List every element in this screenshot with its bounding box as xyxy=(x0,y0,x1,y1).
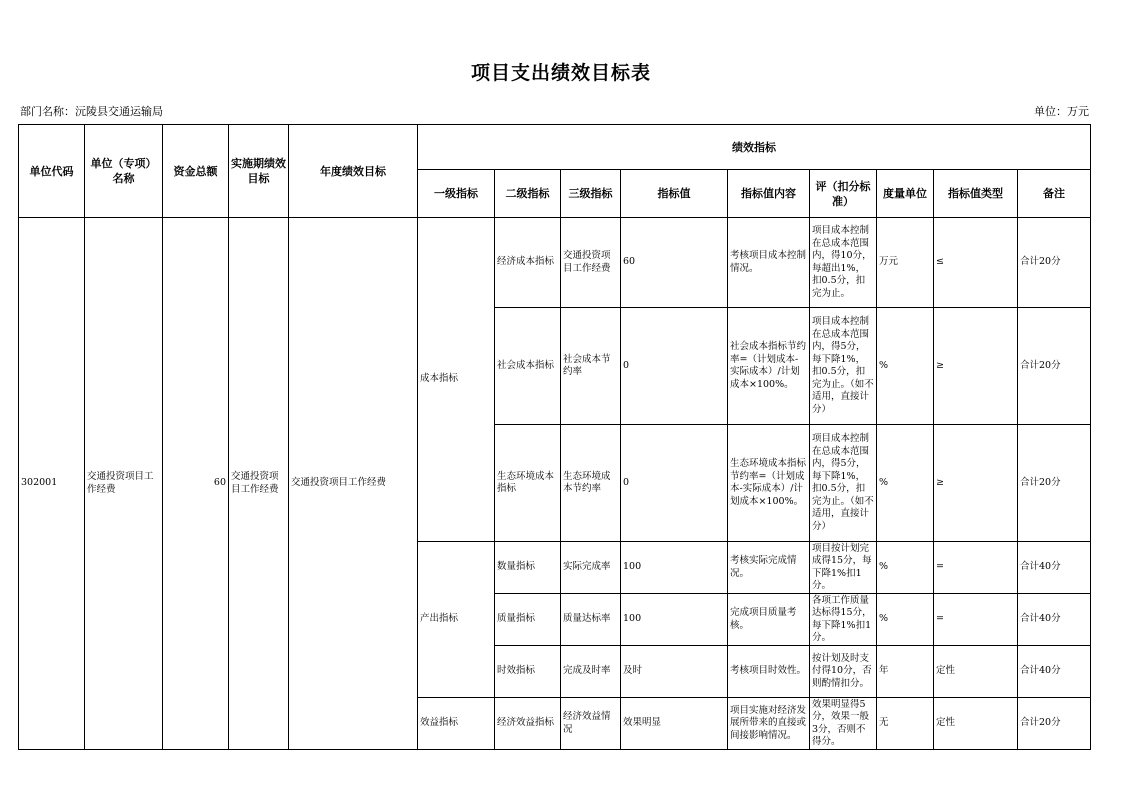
scoring-cell: 效果明显得5分，效果一般3分，否则不得分。 xyxy=(810,698,877,750)
header-type: 指标值类型 xyxy=(934,170,1018,218)
level2-cell: 生态环境成本指标 xyxy=(495,425,561,542)
value-cell: 0 xyxy=(621,425,728,542)
header-scoring: 评（扣分标准） xyxy=(810,170,877,218)
level2-cell: 数量指标 xyxy=(495,542,561,594)
measure-cell: % xyxy=(877,308,934,425)
measure-cell: % xyxy=(877,594,934,646)
level2-cell: 社会成本指标 xyxy=(495,308,561,425)
value-cell: 100 xyxy=(621,542,728,594)
level2-cell: 质量指标 xyxy=(495,594,561,646)
content-cell: 生态环境成本指标节约率=（计划成本-实际成本）/计划成本×100%。 xyxy=(728,425,810,542)
scoring-cell: 项目成本控制在总成本范围内，得10分，每超出1%，扣0.5分，扣完为止。 xyxy=(810,218,877,308)
header-level2: 二级指标 xyxy=(495,170,561,218)
content-cell: 社会成本指标节约率=（计划成本-实际成本）/计划成本×100%。 xyxy=(728,308,810,425)
type-cell: 定性 xyxy=(934,698,1018,750)
level2-cell: 经济效益指标 xyxy=(495,698,561,750)
table-row xyxy=(19,218,1091,308)
total-funds-cell: 60 xyxy=(163,218,229,750)
level3-cell: 完成及时率 xyxy=(561,646,621,698)
content-cell: 考核项目成本控制情况。 xyxy=(728,218,810,308)
remark-cell: 合计40分 xyxy=(1018,646,1091,698)
type-cell: 定性 xyxy=(934,646,1018,698)
remark-cell: 合计20分 xyxy=(1018,218,1091,308)
level3-cell: 社会成本节约率 xyxy=(561,308,621,425)
content-cell: 完成项目质量考核。 xyxy=(728,594,810,646)
value-cell: 及时 xyxy=(621,646,728,698)
type-cell: = xyxy=(934,542,1018,594)
header-level1: 一级指标 xyxy=(418,170,495,218)
measure-cell: % xyxy=(877,425,934,542)
type-cell: ≤ xyxy=(934,218,1018,308)
department-label: 部门名称：沅陵县交通运输局 xyxy=(20,105,163,118)
header-level3: 三级指标 xyxy=(561,170,621,218)
remark-cell: 合计20分 xyxy=(1018,425,1091,542)
value-cell: 效果明显 xyxy=(621,698,728,750)
unit-code-cell: 302001 xyxy=(19,218,85,750)
group-benefit-cell: 效益指标 xyxy=(418,698,495,750)
remark-cell: 合计20分 xyxy=(1018,698,1091,750)
group-output-cell: 产出指标 xyxy=(418,542,495,698)
measure-cell: 万元 xyxy=(877,218,934,308)
header-period-goal: 实施期绩效目标 xyxy=(229,125,289,218)
header-total-funds: 资金总额 xyxy=(163,125,229,218)
content-cell: 考核项目时效性。 xyxy=(728,646,810,698)
measure-cell: % xyxy=(877,542,934,594)
page-title: 项目支出绩效目标表 xyxy=(470,62,651,84)
header-annual-goal: 年度绩效目标 xyxy=(289,125,418,218)
scoring-cell: 项目成本控制在总成本范围内，得5分，每下降1%，扣0.5分，扣完为止。（如不适用，直接计分） xyxy=(810,425,877,542)
header-remark: 备注 xyxy=(1018,170,1091,218)
scoring-cell: 项目成本控制在总成本范围内，得5分，每下降1%，扣0.5分，扣完为止。（如不适用，直接计分） xyxy=(810,308,877,425)
header-value: 指标值 xyxy=(621,170,728,218)
header-unit-code: 单位代码 xyxy=(19,125,85,218)
remark-cell: 合计20分 xyxy=(1018,308,1091,425)
measure-cell: 年 xyxy=(877,646,934,698)
content-cell: 考核实际完成情况。 xyxy=(728,542,810,594)
group-cost-cell: 成本指标 xyxy=(418,218,495,542)
scoring-cell: 各项工作质量达标得15分，每下降1%扣1分。 xyxy=(810,594,877,646)
content-cell: 项目实施对经济发展所带来的直接或间接影响情况。 xyxy=(728,698,810,750)
type-cell: ≥ xyxy=(934,425,1018,542)
value-cell: 100 xyxy=(621,594,728,646)
level3-cell: 实际完成率 xyxy=(561,542,621,594)
remark-cell: 合计40分 xyxy=(1018,542,1091,594)
level3-cell: 质量达标率 xyxy=(561,594,621,646)
unit-label: 单位：万元 xyxy=(1034,105,1089,118)
level3-cell: 生态环境成本节约率 xyxy=(561,425,621,542)
header-unit-name: 单位（专项）名称 xyxy=(85,125,163,218)
period-goal-cell: 交通投资项目工作经费 xyxy=(229,218,289,750)
type-cell: ≥ xyxy=(934,308,1018,425)
header-measure: 度量单位 xyxy=(877,170,934,218)
header-perf-indicator: 绩效指标 xyxy=(418,125,1091,170)
performance-table xyxy=(18,124,1091,750)
scoring-cell: 按计划及时支付得10分，否则酌情扣分。 xyxy=(810,646,877,698)
unit-name-cell: 交通投资项目工作经费 xyxy=(85,218,163,750)
header-content: 指标值内容 xyxy=(728,170,810,218)
scoring-cell: 项目按计划完成得15分，每下降1%扣1分。 xyxy=(810,542,877,594)
measure-cell: 无 xyxy=(877,698,934,750)
annual-goal-cell: 交通投资项目工作经费 xyxy=(289,218,418,750)
level2-cell: 经济成本指标 xyxy=(495,218,561,308)
remark-cell: 合计40分 xyxy=(1018,594,1091,646)
type-cell: = xyxy=(934,594,1018,646)
header-row-1 xyxy=(19,125,1091,170)
level3-cell: 交通投资项目工作经费 xyxy=(561,218,621,308)
value-cell: 0 xyxy=(621,308,728,425)
level2-cell: 时效指标 xyxy=(495,646,561,698)
value-cell: 60 xyxy=(621,218,728,308)
level3-cell: 经济效益情况 xyxy=(561,698,621,750)
